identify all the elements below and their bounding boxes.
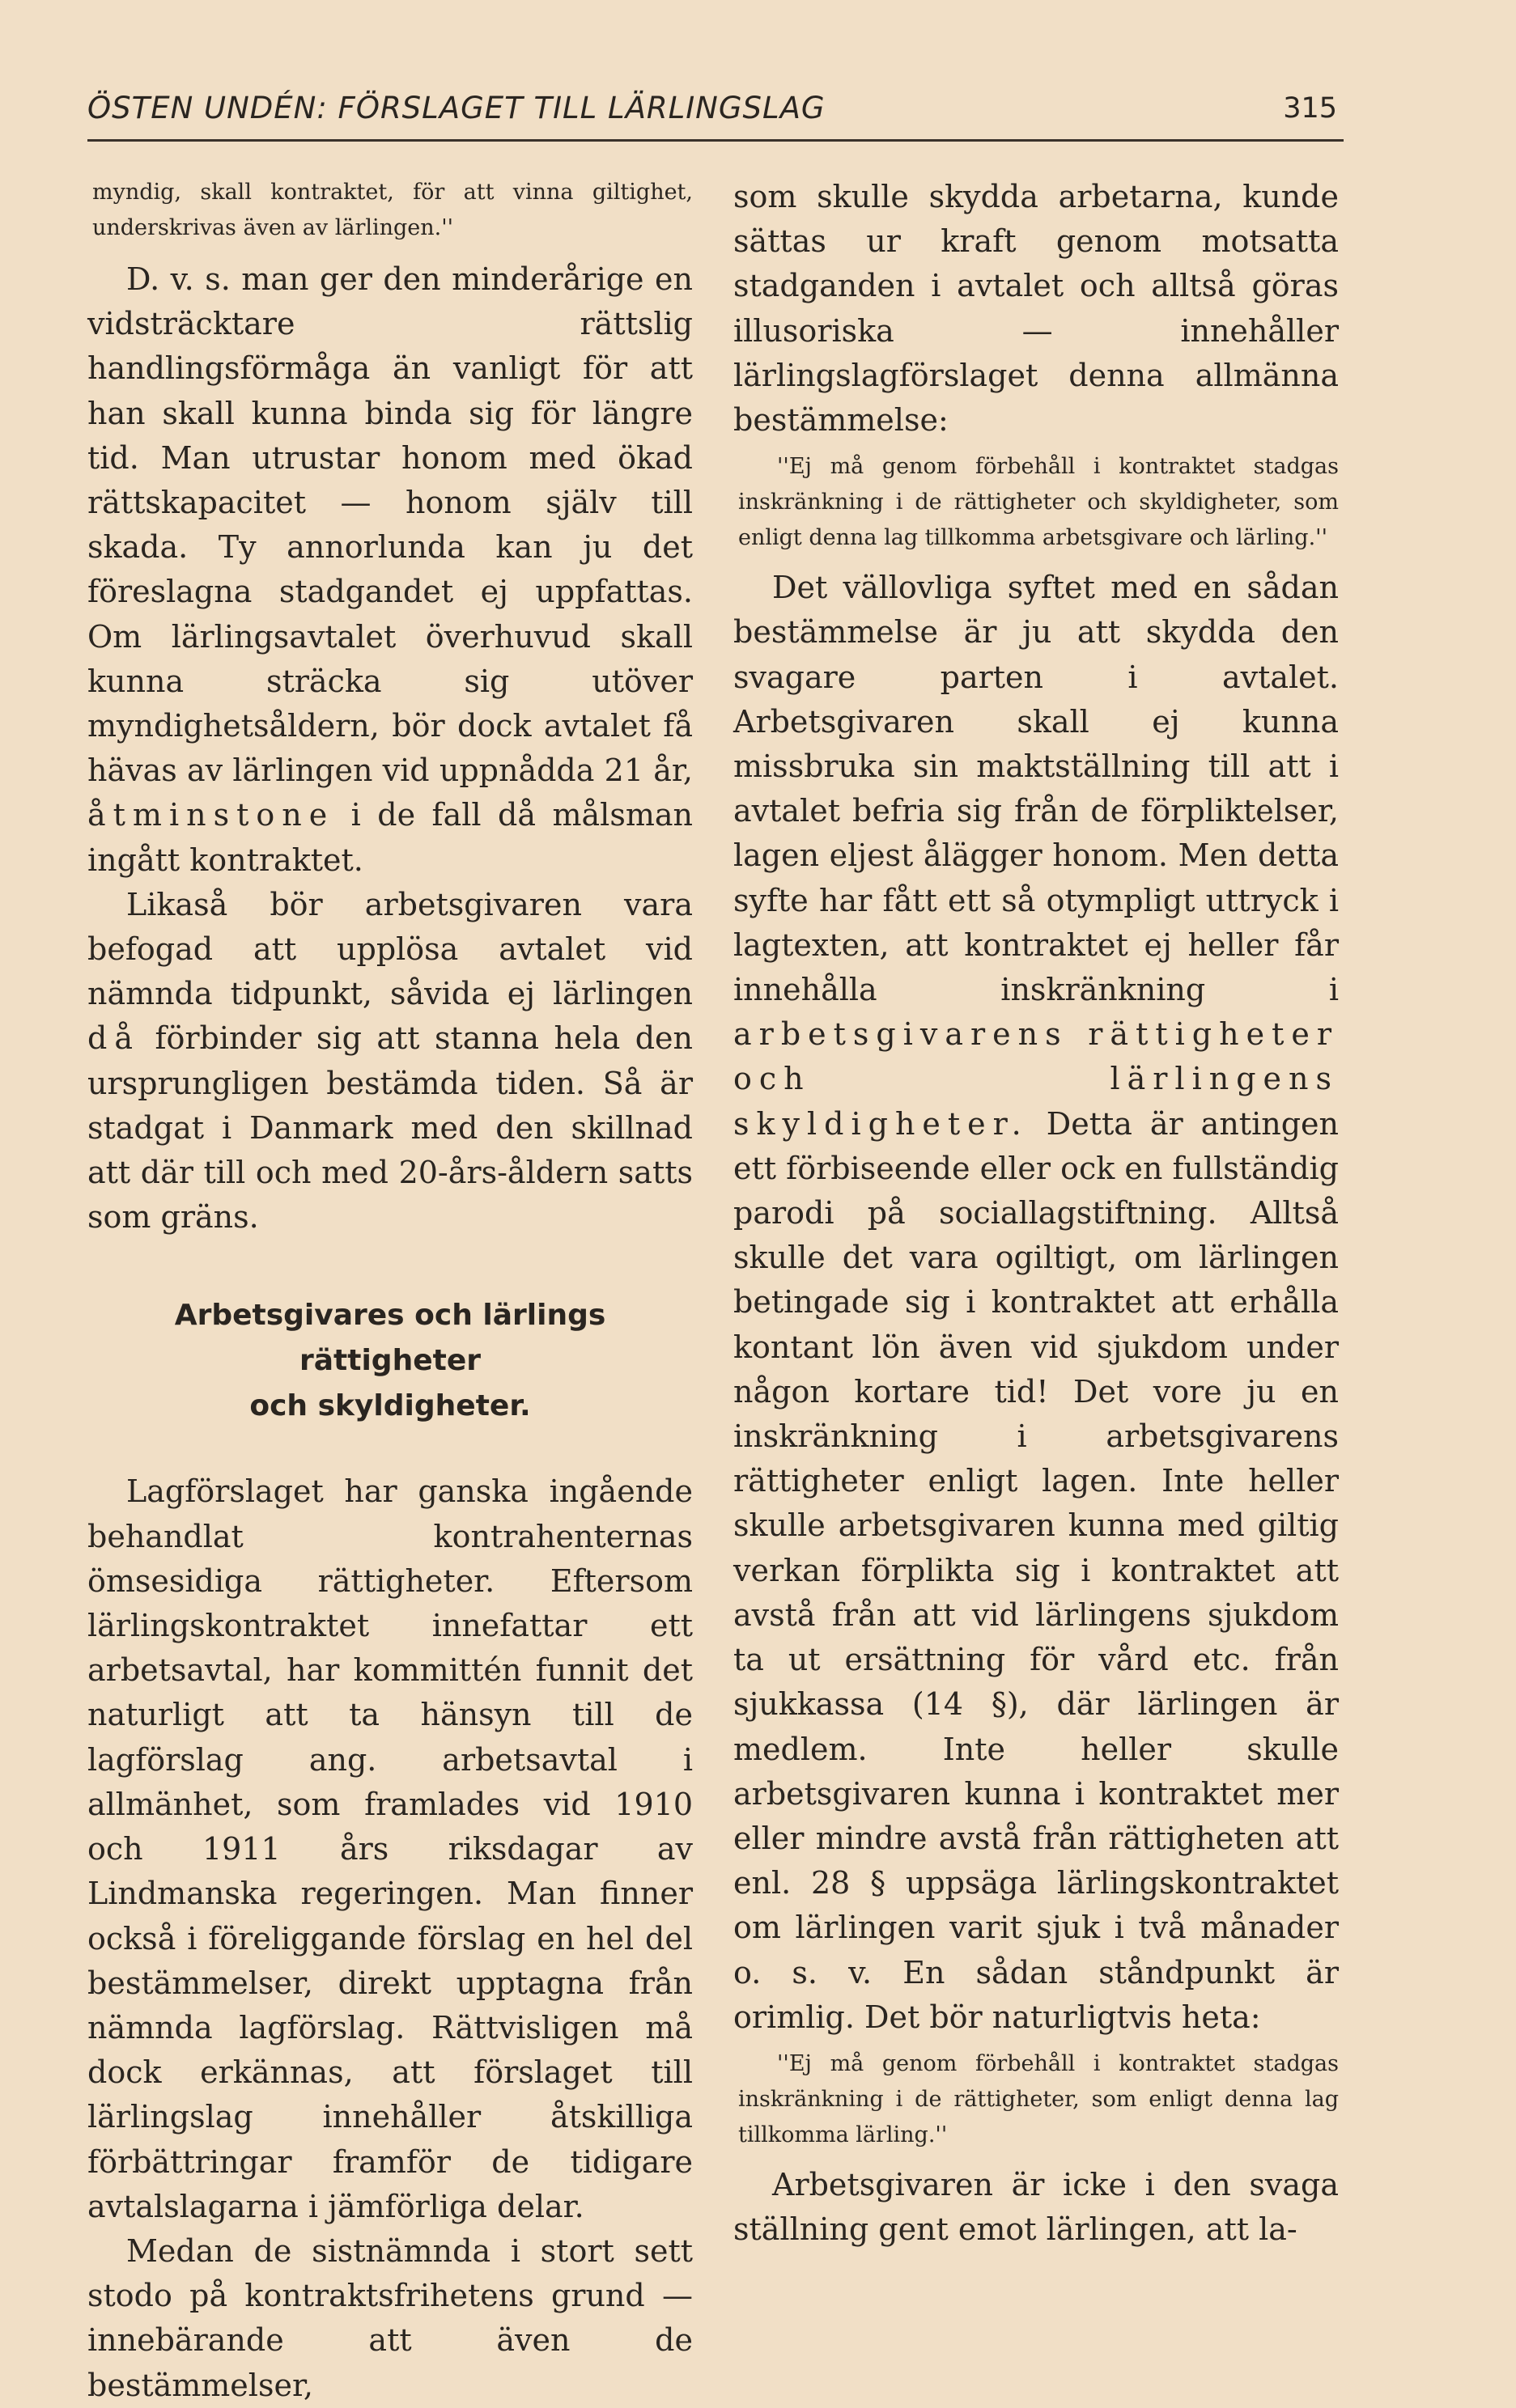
paragraph: Lagförslaget har ganska ingående behandlat kontrahenternas ömsesidiga rättigheter. Eftersom lärlingskontraktet innefattar ett arbetsavtal, har kommittén funnit det naturligt att ta hänsyn till de lagförslag ang. arbetsavtal i allmänhet, som framlades vid 1910 och 1911 års riksdagar av Lindmanska regeringen. Man finner också i föreliggande förslag en hel del bestämmelser, direkt upptagna från nämnda lagförslag. Rättvisligen må dock erkännas, att förslaget till lärlingslag innehåller åtskilliga förbättringar framför de tidigare avtalslagarna i jämförliga delar. — [87, 1473, 693, 2224]
running-title: ÖSTEN UNDÉN: FÖRSLAGET TILL LÄRLINGSLAG — [87, 91, 826, 125]
paragraph — [87, 257, 693, 883]
page-number: 315 — [1283, 92, 1337, 125]
text-run: i de fall då målsman ingått kontraktet. — [87, 797, 693, 878]
text-run: Det vällovliga syftet med en sådan bestämmelse är ju att skydda den svagare parten i avtalet. Arbetsgivaren skall ej kunna missbruka sin maktställning till att i avtalet befria sig från de förpliktelser, lagen eljest ålägger honom. Men detta syfte har fått ett så otympligt uttryck i lagtexten, att kontraktet ej heller får innehålla inskränkning i — [733, 570, 1339, 1008]
paragraph: som skulle skydda arbetarna, kunde sättas ur kraft genom motsatta stadganden i avtalet och alltså göras illusoriska — innehåller lärlingslagförslaget denna allmänna bestämmelse: — [733, 179, 1339, 439]
emphasis: arbetsgivarens rättigheter och lärlingens skyldigheter. — [733, 1016, 1339, 1142]
header-rule — [87, 139, 1344, 142]
paragraph: Medan de sistnämnda i stort sett stodo på kontraktsfrihetens grund — innebärande att även de bestämmelser, — [87, 2232, 693, 2403]
text-run: förbinder sig att stanna hela den ursprungligen bestämda tiden. Så är stadgat i Danmark med den skillnad att där till och med 20-års-åldern satts som gräns. — [87, 1020, 693, 1236]
text-run: Detta är antingen ett förbiseende eller ock en fullständig parodi på sociallagstiftning. Alltså skulle det vara ogiltigt, om lärlingen betingade sig i kontraktet att erhålla kontant lön även vid sjukdom under någon kortare tid! Det vore ju en inskränkning i arbetsgivarens rättigheter enligt lagen. Inte heller skulle arbetsgivaren kunna med giltig verkan förplikta sig i kontraktet att avstå från att vid lärlingens sjukdom ta ut ersättning för vård etc. från sjukkassa (14 §), där lärlingen är medlem. Inte heller skulle arbetsgivaren kunna i kontraktet mer eller mindre avstå från rättigheten att enl. 28 § uppsäga lärlingskontraktet om lärlingen varit sjuk i två månader o. s. v. En sådan ståndpunkt är orimlig. Det bör naturligtvis heta: — [733, 1105, 1339, 2035]
text-run: D. v. s. man ger den minderårige en vidsträcktare rättslig handlingsförmåga än vanligt för att han skall kunna binda sig för längre tid. Man utrustar honom med ökad rättskapacitet — honom själv till skada. Ty annorlunda kan ju det föreslagna stadgandet ej uppfattas. Om lärlingsavtalet överhuvud skall kunna sträcka sig utöver myndighetsåldern, bör dock avtalet få hävas av lärlingen vid uppnådda 21 år, — [87, 261, 693, 789]
paragraph: Arbetsgivaren är icke i den svaga ställning gent emot lärlingen, att la- — [733, 2166, 1339, 2248]
block-quote: ''Ej må genom förbehåll i kontraktet stadgas inskränkning i de rättigheter, som enligt denna lag tillkomma lärling.'' — [738, 2050, 1339, 2147]
right-column — [733, 175, 1339, 2252]
emphasis: då — [87, 1020, 140, 1057]
quote-continuation: myndig, skall kontraktet, för att vinna giltighet, underskrivas även av lärlingen.'' — [92, 180, 693, 240]
left-column — [87, 175, 693, 2408]
heading-line: och skyldigheter. — [249, 1389, 531, 1423]
emphasis: åtminstone — [87, 797, 335, 833]
block-quote: ''Ej må genom förbehåll i kontraktet stadgas inskränkning i de rättigheter och skyldigheter, som enligt denna lag tillkomma arbetsgivare och lärling.'' — [738, 454, 1339, 551]
paragraph — [87, 883, 693, 1240]
running-header — [87, 87, 1344, 146]
section-heading — [87, 1293, 693, 1429]
heading-line: Arbetsgivares och lärlings rättigheter — [174, 1299, 606, 1378]
paragraph — [733, 566, 1339, 2040]
text-run: Likaså bör arbetsgivaren vara befogad att upplösa avtalet vid nämnda tidpunkt, såvida ej lärlingen — [87, 886, 693, 1012]
